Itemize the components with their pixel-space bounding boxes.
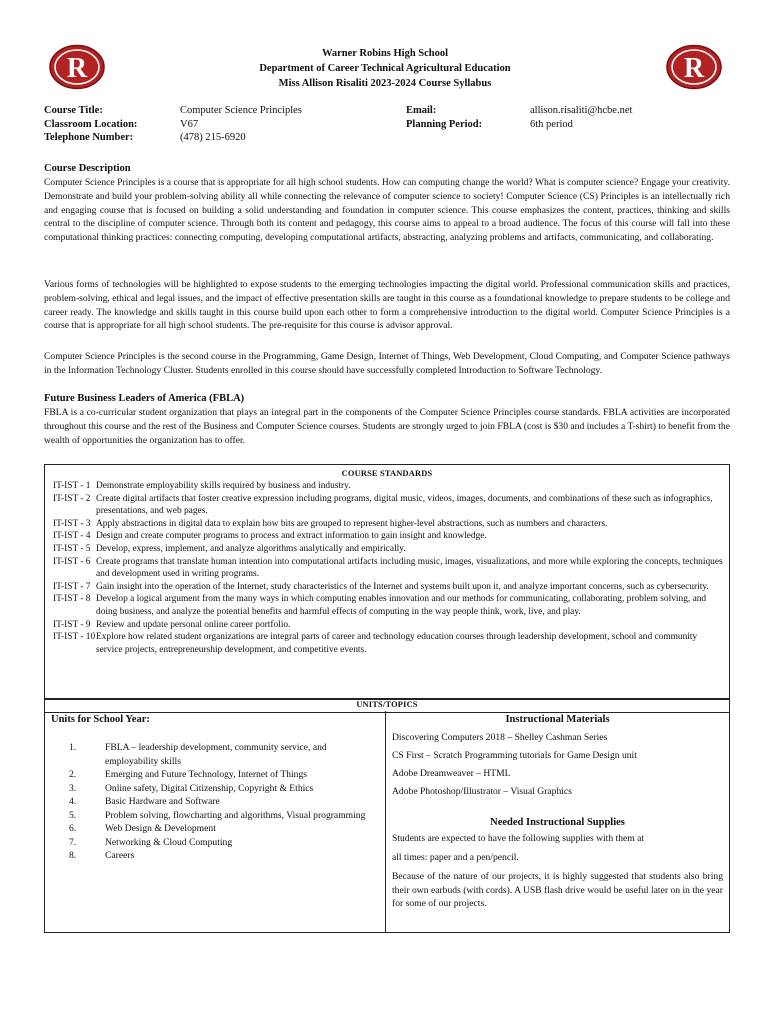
info-values-right [530,104,632,131]
unit-number: 7. [69,836,77,848]
course-description-heading: Course Description [44,163,131,174]
material-item: CS First – Scratch Programming tutorials for Game Design unit [392,750,637,761]
fbla-heading: Future Business Leaders of America (FBLA) [44,393,245,404]
standard-code: IT-IST - 4 [53,531,91,542]
standard-item [53,556,729,581]
unit-number: 3. [69,782,77,794]
supplies-line-3: Because of the nature of our projects, it is highly suggested that students also bring their own earbuds (with cords). A USB flash drive would be useful later on in the year for some of our projects. [392,871,723,909]
school-name: Warner Robins High School [321,48,449,59]
unit-number: 6. [69,823,77,834]
unit-text: Online safety, Digital Citizenship, Copyright & Ethics [105,782,314,794]
standard-item [53,581,729,594]
planning-label: Planning Period: [406,118,483,130]
document-header [200,46,570,91]
teacher-line: Miss Allison Risaliti 2023-2024 Course Syllabus [278,78,492,89]
description-paragraph-3: Computer Science Principles is the second course in the Programming, Game Design, Internet of Things, Web Development, Cloud Computing, and Computer Science pathways in the Information Technology Cluster. Students enrolled in this course should have successfully completed Introduction to Software Technology. [44,351,730,376]
unit-text: Networking & Cloud Computing [105,836,233,848]
units-topics-title: UNITS/TOPICS [356,700,418,709]
fbla-section [44,392,730,447]
unit-item [63,741,373,768]
standard-item [53,530,729,543]
unit-text: Basic Hardware and Software [105,796,220,807]
standard-item [53,593,729,618]
units-and-materials [44,711,730,933]
unit-item [63,836,373,850]
school-logo-right [666,44,722,90]
standard-item [53,619,729,632]
course-title-value: Computer Science Principles [180,105,302,116]
material-item: Adobe Dreamweaver – HTML [392,768,511,779]
logo-letter: R [683,53,705,84]
info-labels-left [44,104,137,145]
school-logo-left [49,44,105,90]
standard-text: Explore how related student organizations are integral parts of career and technology education courses through leadership development, school and community service projects, entrepreneurship development, and competitive events. [96,632,698,655]
info-labels-right [406,104,482,131]
fbla-text: FBLA is a co-curricular student organization that plays an integral part in the components of the Computer Science Principles course standards. FBLA activities are incorporated throughout this course and the rest of the Business and Computer Science courses. Students are strongly urged to join FBLA (cost is $30 and includes a T-shirt) to benefit from the wealth of opportunities the organization has to offer. [44,407,730,446]
standard-item [53,631,729,656]
standard-text: Design and create computer programs to process and extract information to gain insight and knowledge. [96,531,487,542]
standard-text: Demonstrate employability skills required by business and industry. [96,481,351,491]
telephone-label: Telephone Number: [44,132,134,143]
unit-text: Careers [105,850,135,861]
standard-code: IT-IST - 6 [53,556,91,567]
standard-code: IT-IST - 8 [53,594,91,605]
unit-item [63,768,373,782]
unit-number: 1. [69,742,77,753]
supplies-line-1: Students are expected to have the following supplies with them at [392,833,645,844]
standard-item [53,543,729,556]
standard-text: Create digital artifacts that foster creative expression including programs, digital music, videos, images, documents, and combinations of these such as infographics, presentations, and web pages. [96,493,713,517]
standard-text: Develop a logical argument from the many ways in which computing enables innovation and our methods for communicating, collaborating, problem solving, and doing business, and analyze the potential benefits and harmful effects of computing in the way people think, work, live, and play. [96,594,707,617]
course-title-label: Course Title: [44,105,103,116]
supplies-text [386,832,729,910]
unit-number: 8. [69,850,77,861]
course-standards-title: COURSE STANDARDS [341,469,433,478]
unit-text: Problem solving, flowcharting and algorithms, Visual programming [105,809,366,821]
material-item: Adobe Photoshop/Illustrator – Visual Graphics [392,786,572,797]
unit-number: 2. [69,769,77,780]
standard-code: IT-IST - 1 [53,481,91,491]
standard-item [53,493,729,518]
standards-list [45,480,729,656]
description-paragraph-3-block [44,350,730,378]
course-description [44,162,730,245]
info-values-left [180,104,302,145]
classroom-value: V67 [180,118,199,130]
description-paragraph-2-block [44,278,730,333]
standard-item [53,518,729,531]
unit-text: FBLA – leadership development, community service, and employability skills [105,742,327,767]
units-list [63,741,373,863]
unit-number: 5. [69,809,77,821]
classroom-label: Classroom Location: [44,118,138,130]
unit-text: Web Design & Development [105,823,216,834]
units-column [45,711,386,932]
unit-item [63,782,373,796]
department-name: Department of Career Technical Agricultural Education [259,63,511,74]
supplies-line-2: all times: paper and a pen/pencil. [392,852,519,864]
description-paragraph-1: Computer Science Principles is a course that is appropriate for all high school students. How can computing change the world? What is computer science? Engage your creativity. Demonstrate and build your problem-solving ability all while connecting the relevance of computer science to society! Computer Science (CS) Principles is an intellectually rich and engaging course that is focused on building a solid understanding and foundation in computer science. This course emphasizes the content, practices, thinking and skills central to the discipline of computer science. Through both its content and pedagogy, this course aims to appeal to a broad audience. The focus of this course will fall into these computational thinking practices: connecting computing, developing computational artifacts, abstracting, analyzing problems and artifacts, communicating, and collaborating. [44,177,730,244]
standard-text: Develop, express, implement, and analyze algorithms analytically and empirically. [96,543,406,554]
materials-list [386,729,729,801]
material-item: Discovering Computers 2018 – Shelley Cashman Series [392,732,608,743]
standard-code: IT-IST - 9 [53,619,91,630]
standard-text: Create programs that translate human intention into computational artifacts including music, images, visualizations, and more while exploring the concepts, techniques and development used in writing programs. [96,556,723,580]
materials-heading: Instructional Materials [505,714,610,725]
unit-item [63,822,373,836]
unit-item [63,795,373,809]
logo-letter: R [66,53,88,84]
standard-code: IT-IST - 2 [53,493,91,504]
unit-number: 4. [69,796,77,807]
supplies-heading: Needed Instructional Supplies [490,817,625,828]
standard-item [53,480,729,493]
standard-text: Apply abstractions in digital data to explain how bits are grouped to represent higher-level abstractions, such as numbers and characters. [96,518,608,529]
standard-text: Review and update personal online career portfolio. [96,619,291,630]
standard-code: IT-IST - 5 [53,543,91,554]
course-standards-box [44,464,730,700]
units-heading: Units for School Year: [51,714,150,725]
unit-item [63,809,373,823]
standard-text: Gain insight into the operation of the Internet, study characteristics of the Internet and systems built upon it, and analyze important concerns, such as cybersecurity. [96,581,709,592]
description-paragraph-2: Various forms of technologies will be highlighted to expose students to the emerging technologies impacting the digital world. Professional communication skills and practices, problem-solving, ethical and legal issues, and the impact of effective presentation skills are taught in this course as a foundational knowledge to prepare students to be college and career ready. The knowledge and skills taught in this course build upon each other to form a comprehensive introduction to the digital world. Computer Science Principles is a course that is appropriate for all high school students. The pre-requisite for this course is advisor approval. [44,279,730,332]
standard-code: IT-IST - 10 [53,632,96,643]
unit-item [63,849,373,863]
materials-column [386,711,729,932]
standard-code: IT-IST - 3 [53,518,91,529]
telephone-value: (478) 215-6920 [180,132,246,143]
email-label: Email: [406,105,437,116]
email-value[interactable]: allison.risaliti@hcbe.net [530,105,633,116]
standard-code: IT-IST - 7 [53,581,91,592]
unit-text: Emerging and Future Technology, Internet of Things [105,769,308,780]
planning-value: 6th period [530,118,573,130]
